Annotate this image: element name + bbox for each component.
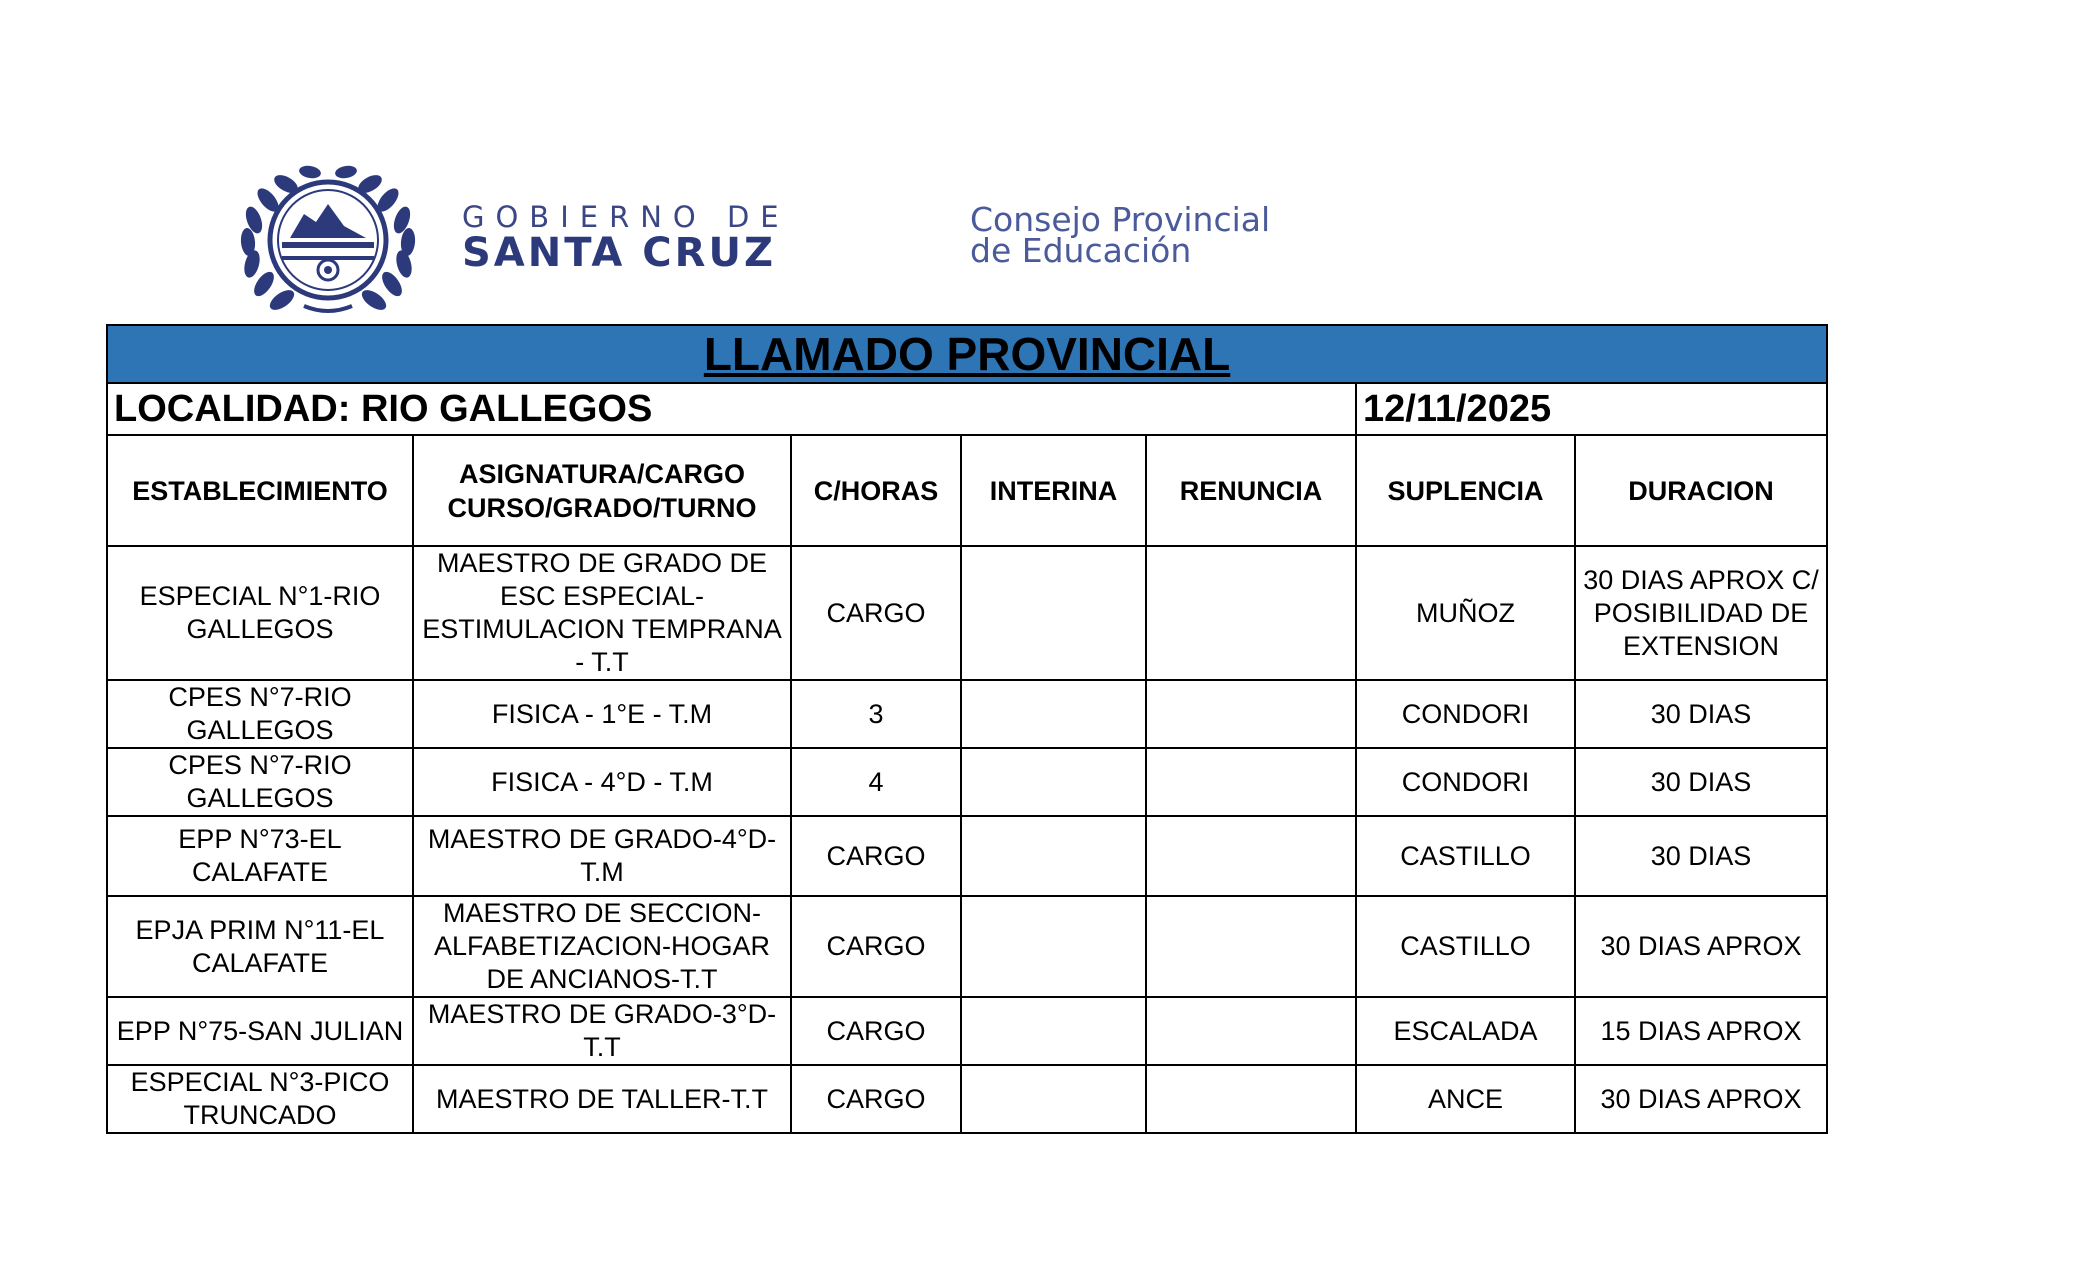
cell-duracion: 30 DIAS APROX [1575,1065,1827,1133]
col-header-renuncia: RENUNCIA [1146,435,1356,546]
col-header-establecimiento: ESTABLECIMIENTO [107,435,413,546]
cell-renuncia [1146,546,1356,680]
santa-cruz-seal-logo [232,160,424,318]
cell-suplencia: CONDORI [1356,680,1575,748]
localidad-label: LOCALIDAD: RIO GALLEGOS [107,383,1356,435]
cell-duracion: 30 DIAS APROX [1575,896,1827,997]
table-row [107,1065,1827,1133]
cell-asignatura: FISICA - 1°E - T.M [413,680,791,748]
cell-asignatura: MAESTRO DE TALLER-T.T [413,1065,791,1133]
cell-duracion: 30 DIAS [1575,748,1827,816]
cell-renuncia [1146,816,1356,896]
cell-suplencia: MUÑOZ [1356,546,1575,680]
cell-interina [961,896,1146,997]
table-row [107,896,1827,997]
cell-renuncia [1146,896,1356,997]
gobierno-santa-cruz-logo [462,202,790,274]
santa-cruz-line: SANTA CRUZ [462,230,776,276]
cell-asignatura: MAESTRO DE GRADO DE ESC ESPECIAL- ESTIMULACION TEMPRANA - T.T [413,546,791,680]
header-logos [232,160,1402,320]
col-header-choras: C/HORAS [791,435,961,546]
cell-interina [961,680,1146,748]
table-row [107,816,1827,896]
cell-establecimiento: EPJA PRIM N°11-EL CALAFATE [107,896,413,997]
consejo-provincial-logo [970,200,1271,270]
cell-asignatura: MAESTRO DE GRADO-3°D-T.T [413,997,791,1065]
cell-interina [961,748,1146,816]
table-row [107,748,1827,816]
table-row [107,546,1827,680]
cell-establecimiento: CPES N°7-RIO GALLEGOS [107,748,413,816]
cell-establecimiento: CPES N°7-RIO GALLEGOS [107,680,413,748]
sheet-date: 12/11/2025 [1356,383,1827,435]
cell-suplencia: ANCE [1356,1065,1575,1133]
cell-establecimiento: ESPECIAL N°3-PICO TRUNCADO [107,1065,413,1133]
table-row [107,680,1827,748]
cell-establecimiento: EPP N°73-EL CALAFATE [107,816,413,896]
cell-suplencia: CASTILLO [1356,896,1575,997]
localidad-row [107,383,1827,435]
cell-establecimiento: EPP N°75-SAN JULIAN [107,997,413,1065]
col-header-suplencia: SUPLENCIA [1356,435,1575,546]
cell-choras: 3 [791,680,961,748]
cell-interina [961,997,1146,1065]
gobierno-line: GOBIERNO DE [462,200,790,234]
col-header-asignatura-line2: CURSO/GRADO/TURNO [447,492,757,523]
title-row [107,325,1827,383]
table-row [107,997,1827,1065]
llamado-sheet [106,324,1826,1134]
cell-suplencia: CONDORI [1356,748,1575,816]
col-header-asignatura-line1: ASIGNATURA/CARGO [459,458,745,489]
cell-establecimiento: ESPECIAL N°1-RIO GALLEGOS [107,546,413,680]
consejo-line-2: de Educación [970,231,1192,270]
cell-choras: CARGO [791,896,961,997]
cell-choras: CARGO [791,1065,961,1133]
cell-choras: 4 [791,748,961,816]
col-header-asignatura [413,435,791,546]
cell-renuncia [1146,1065,1356,1133]
consejo-line-1: Consejo Provincial [970,200,1271,239]
cell-renuncia [1146,680,1356,748]
llamado-table [106,324,1828,1134]
cell-interina [961,816,1146,896]
cell-duracion: 15 DIAS APROX [1575,997,1827,1065]
cell-duracion: 30 DIAS APROX C/ POSIBILIDAD DE EXTENSION [1575,546,1827,680]
cell-suplencia: ESCALADA [1356,997,1575,1065]
col-header-interina: INTERINA [961,435,1146,546]
cell-asignatura: MAESTRO DE SECCION-ALFABETIZACION-HOGAR DE ANCIANOS-T.T [413,896,791,997]
cell-asignatura: FISICA - 4°D - T.M [413,748,791,816]
cell-duracion: 30 DIAS [1575,680,1827,748]
cell-renuncia [1146,997,1356,1065]
sheet-title: LLAMADO PROVINCIAL [107,325,1827,383]
cell-asignatura: MAESTRO DE GRADO-4°D-T.M [413,816,791,896]
cell-choras: CARGO [791,997,961,1065]
cell-interina [961,546,1146,680]
cell-suplencia: CASTILLO [1356,816,1575,896]
cell-duracion: 30 DIAS [1575,816,1827,896]
cell-choras: CARGO [791,816,961,896]
col-header-duracion: DURACION [1575,435,1827,546]
cell-interina [961,1065,1146,1133]
column-header-row [107,435,1827,546]
cell-renuncia [1146,748,1356,816]
cell-choras: CARGO [791,546,961,680]
